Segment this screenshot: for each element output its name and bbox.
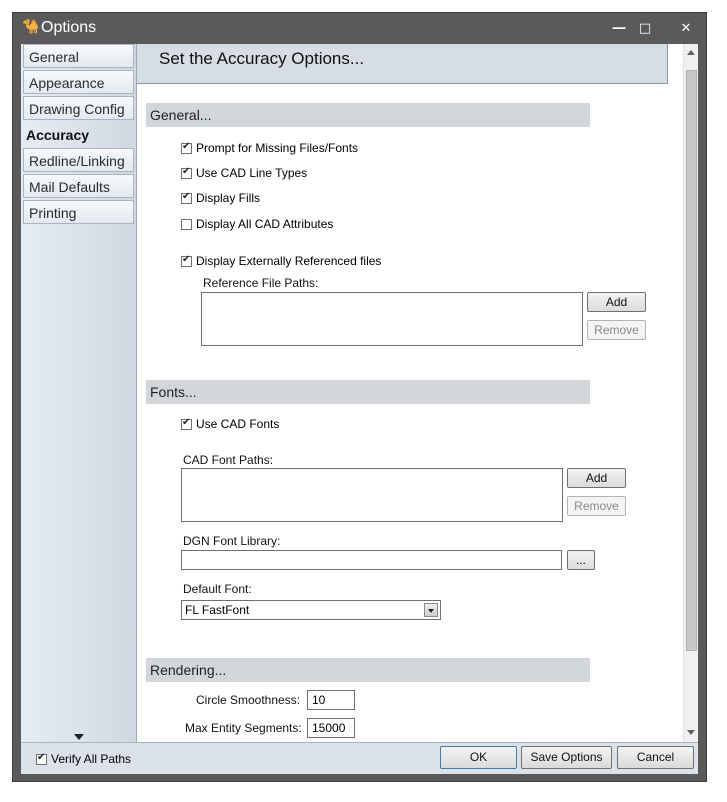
max-entity-segments-input[interactable]: 15000	[307, 718, 355, 738]
default-font-value: FL FastFont	[185, 603, 250, 617]
dgn-font-library-label: DGN Font Library:	[183, 534, 281, 548]
checkbox-checked-icon[interactable]	[181, 143, 192, 154]
scroll-down-icon[interactable]	[687, 730, 695, 735]
cancel-button[interactable]: Cancel	[617, 746, 694, 769]
display-cad-attributes-checkbox[interactable]	[181, 217, 333, 233]
circle-smoothness-input[interactable]: 10	[307, 690, 355, 710]
prompt-missing-checkbox[interactable]	[181, 141, 358, 157]
checkbox-checked-icon[interactable]	[181, 193, 192, 204]
close-button[interactable]: ✕	[680, 21, 692, 36]
reference-add-button[interactable]: Add	[587, 292, 646, 312]
checkbox-checked-icon[interactable]	[181, 419, 192, 430]
sidebar-item-mail-defaults[interactable]: Mail Defaults	[23, 174, 134, 198]
options-window	[12, 12, 707, 782]
window-title: Options	[41, 19, 97, 36]
dialog-footer	[21, 742, 698, 774]
sidebar-item-redline-linking[interactable]: Redline/Linking	[23, 148, 134, 172]
page-header	[137, 44, 668, 84]
accuracy-options-panel	[137, 44, 683, 742]
checkbox-checked-icon[interactable]	[181, 256, 192, 267]
verify-paths-checkbox[interactable]	[36, 752, 131, 768]
default-font-label: Default Font:	[183, 582, 252, 596]
prompt-missing-label: Prompt for Missing Files/Fonts	[196, 141, 359, 155]
cad-font-paths-list[interactable]	[181, 468, 563, 522]
font-remove-button[interactable]: Remove	[567, 496, 626, 516]
default-font-select[interactable]	[181, 600, 441, 620]
display-fills-checkbox[interactable]	[181, 191, 260, 207]
options-sidebar	[21, 44, 137, 742]
content-scrollbar[interactable]	[683, 44, 698, 742]
sidebar-item-general[interactable]: General	[23, 44, 134, 68]
chevron-down-icon[interactable]	[424, 603, 438, 617]
save-options-button[interactable]: Save Options	[521, 746, 612, 769]
cad-line-types-checkbox[interactable]	[181, 166, 307, 182]
checkbox-unchecked-icon[interactable]	[181, 219, 192, 230]
display-xref-checkbox[interactable]	[181, 254, 381, 270]
scroll-up-icon[interactable]	[687, 50, 695, 55]
verify-paths-label: Verify All Paths	[51, 752, 132, 766]
reference-remove-button[interactable]: Remove	[587, 320, 646, 340]
sidebar-item-appearance[interactable]: Appearance	[23, 70, 134, 94]
general-section-header: General...	[146, 103, 590, 127]
fonts-section-header: Fonts...	[146, 380, 590, 404]
reference-paths-label: Reference File Paths:	[203, 276, 319, 290]
display-fills-label: Display Fills	[196, 191, 261, 205]
font-add-button[interactable]: Add	[567, 468, 626, 488]
minimize-button[interactable]: ―	[612, 21, 626, 36]
sidebar-item-accuracy[interactable]: Accuracy	[26, 127, 90, 143]
cad-line-types-label: Use CAD Line Types	[196, 166, 308, 180]
checkbox-checked-icon[interactable]	[36, 754, 47, 765]
sidebar-item-drawing-config[interactable]: Drawing Config	[23, 96, 134, 120]
client-area	[21, 44, 698, 742]
scroll-thumb[interactable]	[686, 70, 697, 651]
sidebar-item-printing[interactable]: Printing	[23, 200, 134, 224]
dgn-browse-button[interactable]: ...	[567, 550, 595, 570]
title-bar[interactable]	[13, 13, 706, 44]
page-title: Set the Accuracy Options...	[159, 49, 365, 68]
camel-icon: 🐪	[22, 19, 40, 35]
use-cad-fonts-checkbox[interactable]	[181, 417, 279, 433]
use-cad-fonts-label: Use CAD Fonts	[196, 417, 280, 431]
maximize-button[interactable]: □	[638, 21, 652, 36]
sidebar-scroll-down-icon[interactable]	[74, 734, 84, 740]
cad-font-paths-label: CAD Font Paths:	[183, 453, 274, 467]
checkbox-checked-icon[interactable]	[181, 168, 192, 179]
rendering-section-header: Rendering...	[146, 658, 590, 682]
dgn-font-library-input[interactable]	[181, 550, 562, 570]
max-entity-segments-label: Max Entity Segments:	[185, 721, 302, 735]
ok-button[interactable]: OK	[440, 746, 517, 769]
display-cad-attributes-label: Display All CAD Attributes	[196, 217, 334, 231]
circle-smoothness-label: Circle Smoothness:	[196, 693, 301, 707]
display-xref-label: Display Externally Referenced files	[196, 254, 382, 268]
reference-paths-list[interactable]	[201, 292, 583, 346]
